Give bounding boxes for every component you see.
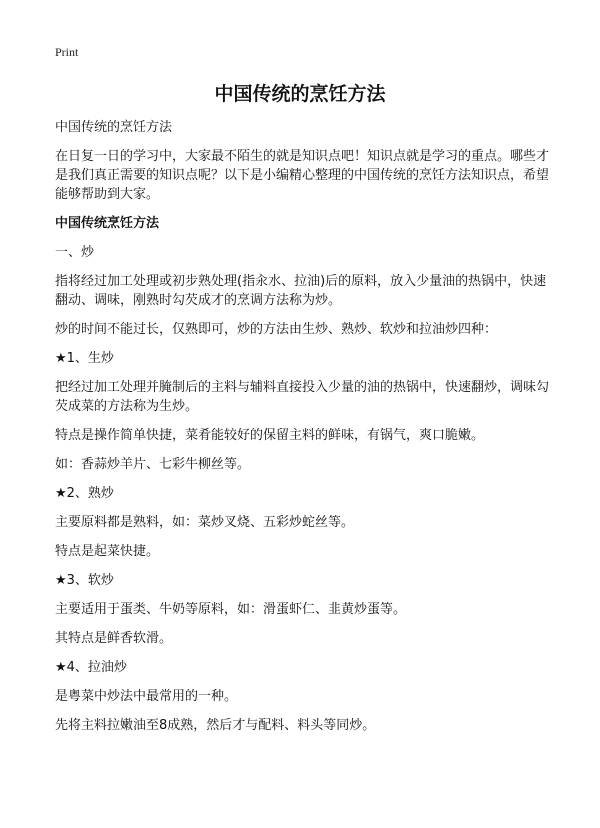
paragraph: 特点是起菜快捷。	[55, 544, 160, 559]
section-heading: 中国传统烹饪方法	[55, 216, 160, 231]
paragraph: ★2、熟炒	[55, 486, 114, 501]
paragraph: 先将主料拉嫩油至8成熟，然后才与配料、料头等同炒。	[55, 718, 376, 733]
paragraph: ★1、生炒	[55, 351, 114, 366]
paragraph: 炒的时间不能过长，仅熟即可，炒的方法由生炒、熟炒、软炒和拉油炒四种：	[55, 322, 498, 337]
paragraph: 把经过加工处理并腌制后的主料与辅料直接投入少量的油的热锅中，快速翻炒，调味勾芡成菜的方法称为生炒。	[55, 380, 550, 414]
paragraph: 主要适用于蛋类、牛奶等原料，如：滑蛋虾仁、韭黄炒蛋等。	[55, 602, 407, 617]
paragraph: 如：香蒜炒羊片、七彩牛柳丝等。	[55, 457, 251, 472]
print-label: Print	[55, 45, 79, 59]
paragraph: ★3、软炒	[55, 573, 114, 588]
paragraph: 其特点是鲜香软滑。	[55, 631, 173, 646]
page-title: 中国传统的烹饪方法	[214, 83, 386, 105]
paragraph: ★4、拉油炒	[55, 660, 127, 675]
paragraph: 主要原料都是熟料，如：菜炒叉烧、五彩炒蛇丝等。	[55, 515, 355, 530]
document-body	[55, 118, 555, 745]
paragraph: 特点是操作简单快捷，菜肴能较好的保留主料的鲜味，有锅气，爽口脆嫩。	[55, 428, 485, 443]
paragraph: 中国传统的烹饪方法	[55, 120, 173, 135]
paragraph: 一、炒	[55, 245, 95, 260]
paragraph: 指将经过加工处理或初步熟处理(指汆水、拉油)后的原料，放入少量油的热锅中，快速翻动、调味，刚熟时勾芡成才的烹调方法称为炒。	[55, 274, 547, 308]
paragraph: 在日复一日的学习中，大家最不陌生的就是知识点吧！知识点就是学习的重点。哪些才是我们真正需要的知识点呢？以下是小编精心整理的中国传统的烹饪方法知识点，希望能够帮助到大家。	[55, 149, 550, 202]
paragraph: 是粤菜中炒法中最常用的一种。	[55, 689, 238, 704]
